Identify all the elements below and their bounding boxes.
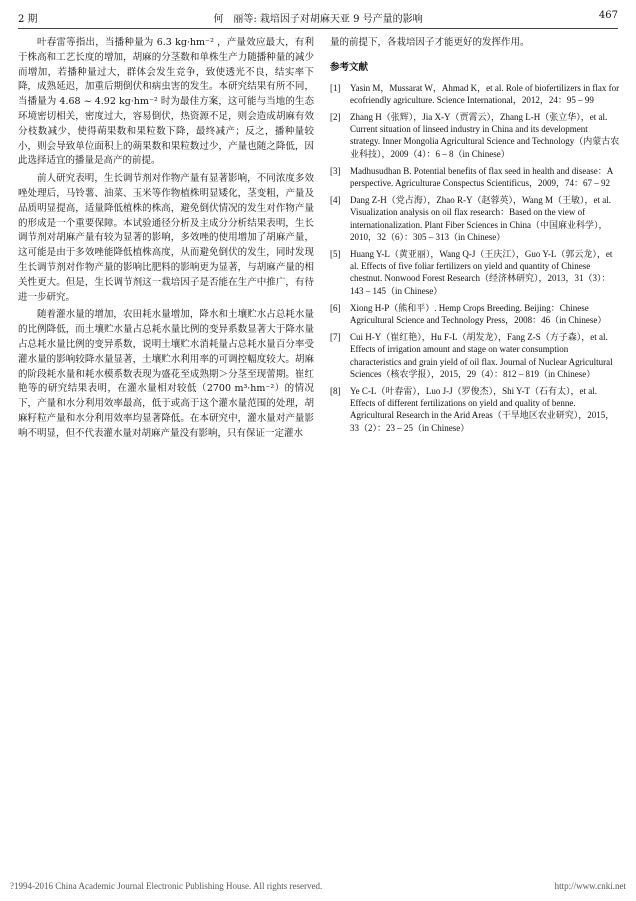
reference-text: Ye C-L（叶春雷），Luo J-J（罗俊杰），Shi Y-T（石有太），et al. Effects of different fertilizations on yield and quality of benne. Agricultural Research in the Arid Areas（干旱地区农业研究），2015，33（2）：23 – 25（in Chinese） [350,386,615,433]
reference-text: Huang Y-L（黄亚丽），Wang Q-J（王庆江），Guo Y-L（郭云龙），et al. Effects of five foliar fertilizers on yield and quantity of Chinese chestnut. Nonwood Forest Research（经济林研究），2013，31（3）：143 – 145（in Chinese） [350,249,613,296]
reference-number: [8] [330,386,341,397]
page-footer [10,881,626,891]
reference-number: [6] [330,302,341,313]
reference-item [330,302,620,326]
reference-item [330,82,620,106]
footer-url: http://www.cnki.net [554,881,626,891]
running-title: 何 丽等: 栽培因子对胡麻天亚 9 号产量的影响 [213,14,423,25]
reference-item [330,165,620,189]
reference-text: Xiong H-P（熊和平）. Hemp Crops Breeding. Beijing：Chinese Agricultural Science and Technology Press，2008：46（in Chinese） [350,302,607,326]
reference-item [330,194,620,243]
body-paragraph: 前人研究表明，生长调节剂对作物产量有显著影响，不同浓度多效唑处理后，马铃薯、油菜、玉米等作物植株明显矮化，茎变粗，产量及品质明显提高，适量降低植株的株高，避免倒伏情况的发生对作物产量的形成是一个重要保障。本试验通径分析及主成分分析结果表明，生长调节剂对胡麻产量有较为显著的影响，多效唑的使用增加了胡麻产量，这可能是由于多效唑能降低植株高度，从而避免倒伏的发生，同时发现生长调节剂对作物产量的影响比肥料的影响更为显著，与胡麻产量的相关性更大。但是，生长调节剂这一栽培因子是否能在生产中推广，有待进一步研究。 [18,173,314,303]
reference-item [330,331,620,380]
reference-number: [5] [330,249,341,260]
copyright-notice: ?1994-2016 China Academic Journal Electronic Publishing House. All rights reserved. [10,881,323,891]
reference-number: [2] [330,112,341,122]
reference-text: Madhusudhan B. Potential benefits of flax seed in health and disease：A perspective. Agriculturae Conspectus Scientificus，2009，74：67 – 92 [350,165,613,189]
reference-number: [4] [330,195,341,206]
references-heading: 参考文献 [330,61,369,73]
reference-number: [3] [330,165,341,176]
reference-text: Cui H-Y（崔红艳），Hu F-L（胡发龙），Fang Z-S（方子森），et al. Effects of irrigation amount and stage on water consumption characteristics and grain yield of oil flax. Journal of Nuclear Agricultural Sciences（核农学报），2015，29（4）：812 – 819（in Chinese） [350,332,613,379]
reference-item [330,385,620,434]
right-column [330,36,620,439]
body-paragraph: 随着灌水量的增加，农田耗水量增加，降水和土壤贮水占总耗水量的比例降低，而土壤贮水量占总耗水量比例的变异系数显著大于降水量占总耗水量比例的变异系数，说明土壤贮水消耗量占总耗水量百分率受灌水量的影响较降水量显著，土壤贮水利用率的可调控幅度较大。胡麻的阶段耗水量和耗水模系数表现为盛花至成熟期＞分茎至现蕾期。崔红艳等的研究结果表明，在灌水量相对较低（2700 m³·hm⁻²）的情况下，产量和水分利用效率最高，低于或高于这个灌水量范围的处理，胡麻籽粒产量和水分利用效率均显著降低。在本研究中，灌水量对产量影响不明显，但不代表灌水量对胡麻产量没有影响，只有保证一定灌水 [18,309,314,439]
reference-text: Dang Z-H（党占海），Zhao R-Y（赵蓉英），Wang M（王敏），et al. Visualization analysis on oil flax research：Based on the view of internationalization. Plant Fiber Sciences in China（中国麻业科学），2010，32（6）：305 – 313（in Chinese） [350,195,611,242]
reference-text: Yasin M，Mussarat W，Ahmad K，et al. Role of biofertilizers in flax for ecofriendly agriculture. Science International，2012，24：95 – 99 [350,82,620,105]
reference-number: [7] [330,332,341,343]
issue-number: 2 期 [18,14,38,25]
reference-item [330,248,620,297]
reference-item [330,111,620,160]
body-paragraph: 叶春雷等指出，当播种量为 6.3 kg·hm⁻² ，产量效应最大，有利于株高和工艺长度的增加，胡麻的分茎数和单株生产力随播种量的减少而增加，若播种量过大，群体会发生竞争，致使透光不良，结实率下降，成熟延迟，加重后期倒伏和病虫害的发生。本研究结果有所不同，当播量为 4.68 ~ 4.92 kg·hm⁻² 时为最佳方案，这可能与当地的生态环境密切相关，密度过大，容易倒伏，热资源不足，则会造成胡麻有效分枝数减少，使得蒴果数和果粒数下降，最终减产；反之，播种量较小，则会导致单位面积上的蒴果数和果粒数过少，产量也随之降低，因此选择适宜的播量是高产的前提。 [18,37,314,167]
reference-text: Zhang H（张辉），Jia X-Y（贾霄云），Zhang L-H（张立华），et al. Current situation of linseed industry in China and its development strategy. Inner Mongolia Agricultural Science and Technology（内蒙古农业科技），2009（4）：6 – 8（in Chinese） [350,112,620,159]
reference-list [330,82,620,434]
page-number: 467 [598,10,618,21]
running-header [18,8,618,29]
body-paragraph-continuation: 量的前提下，各栽培因子才能更好的发挥作用。 [330,37,530,48]
left-column [18,36,314,445]
reference-number: [1] [330,82,341,93]
